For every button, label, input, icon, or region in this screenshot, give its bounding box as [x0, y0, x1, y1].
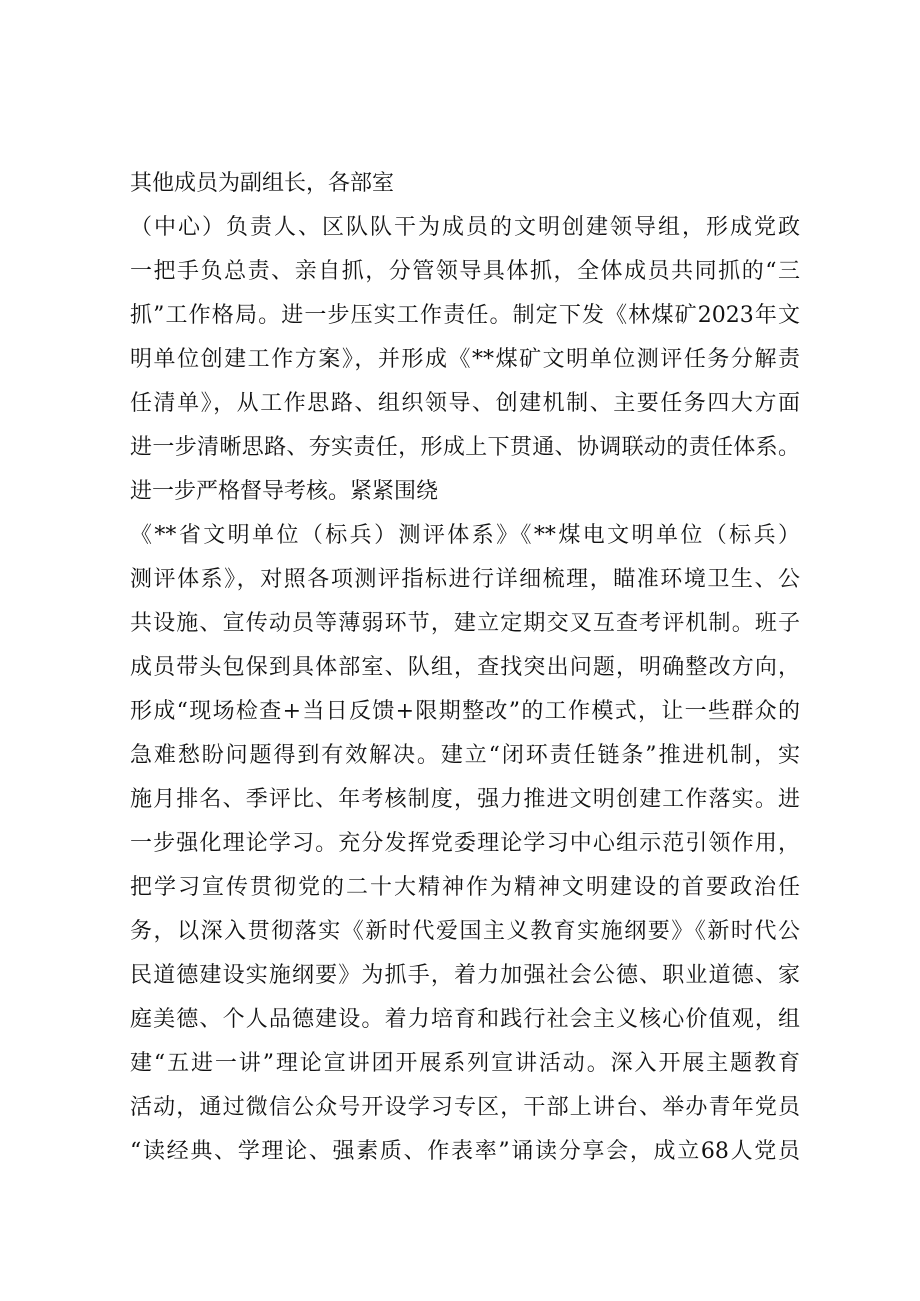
text-line: 建“五进一讲”理论宣讲团开展系列宣讲活动。深入开展主题教育: [130, 1051, 800, 1076]
text-line: 急难愁盼问题得到有效解决。建立“闭环责任链条”推进机制，实: [130, 743, 800, 768]
text-line: 成员带头包保到具体部室、队组，查找突出问题，明确整改方向，: [130, 655, 800, 680]
text-line: 共设施、宣传动员等薄弱环节，建立定期交叉互查考评机制。班子: [130, 611, 800, 636]
text-line: 任清单》，从工作思路、组织领导、创建机制、主要任务四大方面: [130, 391, 800, 416]
text-line: 民道德建设实施纲要》为抓手，着力加强社会公德、职业道德、家: [130, 963, 800, 988]
body-text: [130, 162, 800, 1174]
text-line: “读经典、学理论、强素质、作表率”诵读分享会，成立68人党员: [130, 1139, 800, 1164]
text-line: 抓”工作格局。进一步压实工作责任。制定下发《林煤矿2023年文: [130, 303, 800, 328]
text-line: 庭美德、个人品德建设。着力培育和践行社会主义核心价值观，组: [130, 1007, 800, 1032]
text-line: 其他成员为副组长，各部室: [130, 171, 395, 196]
text-line: 形成“现场检查+当日反馈+限期整改”的工作模式，让一些群众的: [130, 699, 800, 724]
text-line: 进一步严格督导考核。紧紧围绕: [130, 479, 439, 504]
text-line: 一步强化理论学习。充分发挥党委理论学习中心组示范引领作用，: [130, 831, 800, 856]
text-line: 活动，通过微信公众号开设学习专区，干部上讲台、举办青年党员: [130, 1095, 800, 1120]
text-line: 务，以深入贯彻落实《新时代爱国主义教育实施纲要》《新时代公: [130, 919, 800, 944]
text-line: 把学习宣传贯彻党的二十大精神作为精神文明建设的首要政治任: [130, 875, 800, 900]
text-line: 进一步清晰思路、夯实责任，形成上下贯通、协调联动的责任体系。: [130, 435, 800, 460]
text-line: 测评体系》，对照各项测评指标进行详细梳理，瞄准环境卫生、公: [130, 567, 800, 592]
text-line: 一把手负总责、亲自抓，分管领导具体抓，全体成员共同抓的“三: [130, 259, 800, 284]
text-line: 明单位创建工作方案》，并形成《**煤矿文明单位测评任务分解责: [130, 347, 800, 372]
text-line: 施月排名、季评比、年考核制度，强力推进文明创建工作落实。进: [130, 787, 800, 812]
text-line: 《**省文明单位（标兵）测评体系》《**煤电文明单位（标兵）: [130, 523, 800, 548]
text-line: （中心）负责人、区队队干为成员的文明创建领导组，形成党政: [130, 215, 800, 240]
